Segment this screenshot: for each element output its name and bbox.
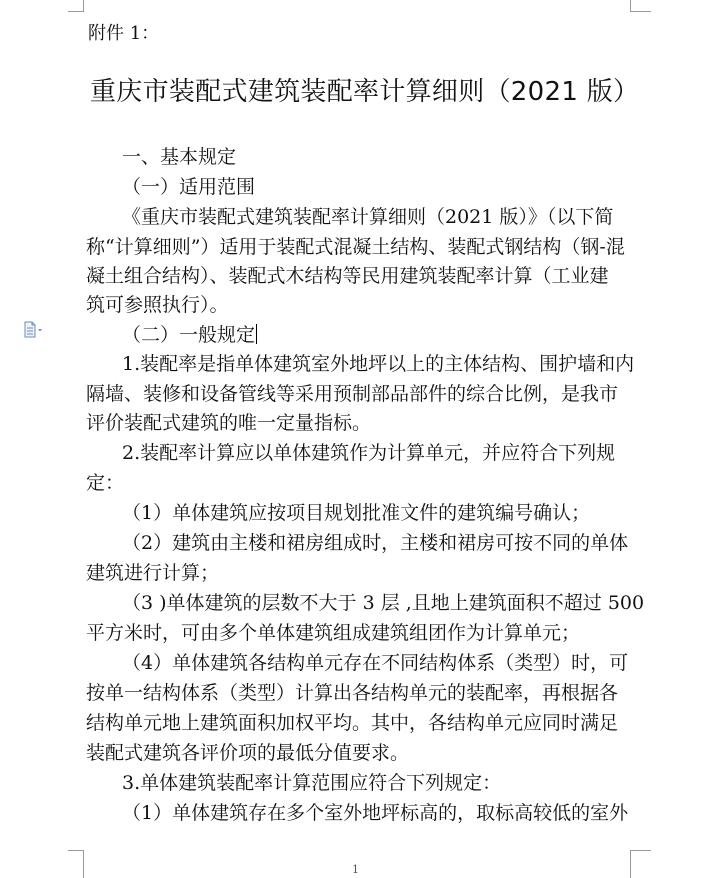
paragraph-line: 评价装配式建筑的唯一定量指标。: [86, 412, 372, 434]
paragraph-line: 按单一结构体系（类型）计算出各结构单元的装配率，再根据各: [86, 682, 619, 704]
page-number: 1: [352, 863, 359, 876]
heading-basic-rules: 一、基本规定: [122, 146, 237, 168]
subheading-general-rules-text: （二）一般规定: [122, 324, 256, 346]
paragraph-line: 《重庆市装配式建筑装配率计算细则（2021 版）》（以下简: [122, 206, 614, 228]
margin-corner-top-left: [68, 0, 84, 12]
document-options-icon[interactable]: [22, 321, 44, 339]
list-item: （1）单体建筑应按项目规划批准文件的建筑编号确认；: [122, 502, 591, 524]
margin-corner-top-right: [630, 0, 651, 12]
margin-corner-bottom-right: [630, 850, 651, 878]
text-cursor: [256, 324, 257, 344]
paragraph-line: 建筑进行计算；: [86, 562, 220, 584]
paragraph-line: 筑可参照执行）。: [86, 294, 229, 316]
list-item: （1）单体建筑存在多个室外地坪标高的，取标高较低的室外: [122, 802, 629, 824]
paragraph-line: 1.装配率是指单体建筑室外地坪以上的主体结构、围护墙和内: [122, 353, 635, 375]
list-item: （4）单体建筑各结构单元存在不同结构体系（类型）时，可: [122, 652, 629, 674]
list-item: （2）建筑由主楼和裙房组成时，主楼和裙房可按不同的单体: [122, 532, 629, 554]
list-item: （3 )单体建筑的层数不大于 3 层 ,且地上建筑面积不超过 500: [122, 592, 645, 614]
paragraph-line: 结构单元地上建筑面积加权平均。其中，各结构单元应同时满足: [86, 712, 619, 734]
paragraph-line: 隔墙、装修和设备管线等采用预制部品部件的综合比例，是我市: [86, 383, 619, 405]
paragraph-line: 定：: [86, 472, 125, 494]
paragraph-line: 2.装配率计算应以单体建筑作为计算单元，并应符合下列规: [122, 442, 616, 464]
paragraph-line: 3.单体建筑装配率计算范围应符合下列规定：: [122, 772, 502, 794]
paragraph-line: 装配式建筑各评价项的最低分值要求。: [86, 742, 410, 764]
paragraph-line: 凝土组合结构）、装配式木结构等民用建筑装配率计算（工业建: [86, 265, 609, 287]
paragraph-line: 称“计算细则”）适用于装配式混凝土结构、装配式钢结构（钢-混: [86, 236, 625, 258]
margin-corner-bottom-left: [68, 850, 84, 878]
paragraph-line: 平方米时，可由多个单体建筑组成建筑组团作为计算单元；: [86, 622, 581, 644]
subheading-general-rules: [122, 322, 257, 348]
document-title: 重庆市装配式建筑装配率计算细则（2021 版）: [90, 77, 640, 107]
attachment-label: 附件 1：: [88, 23, 160, 44]
subheading-scope: （一）适用范围: [122, 176, 256, 198]
